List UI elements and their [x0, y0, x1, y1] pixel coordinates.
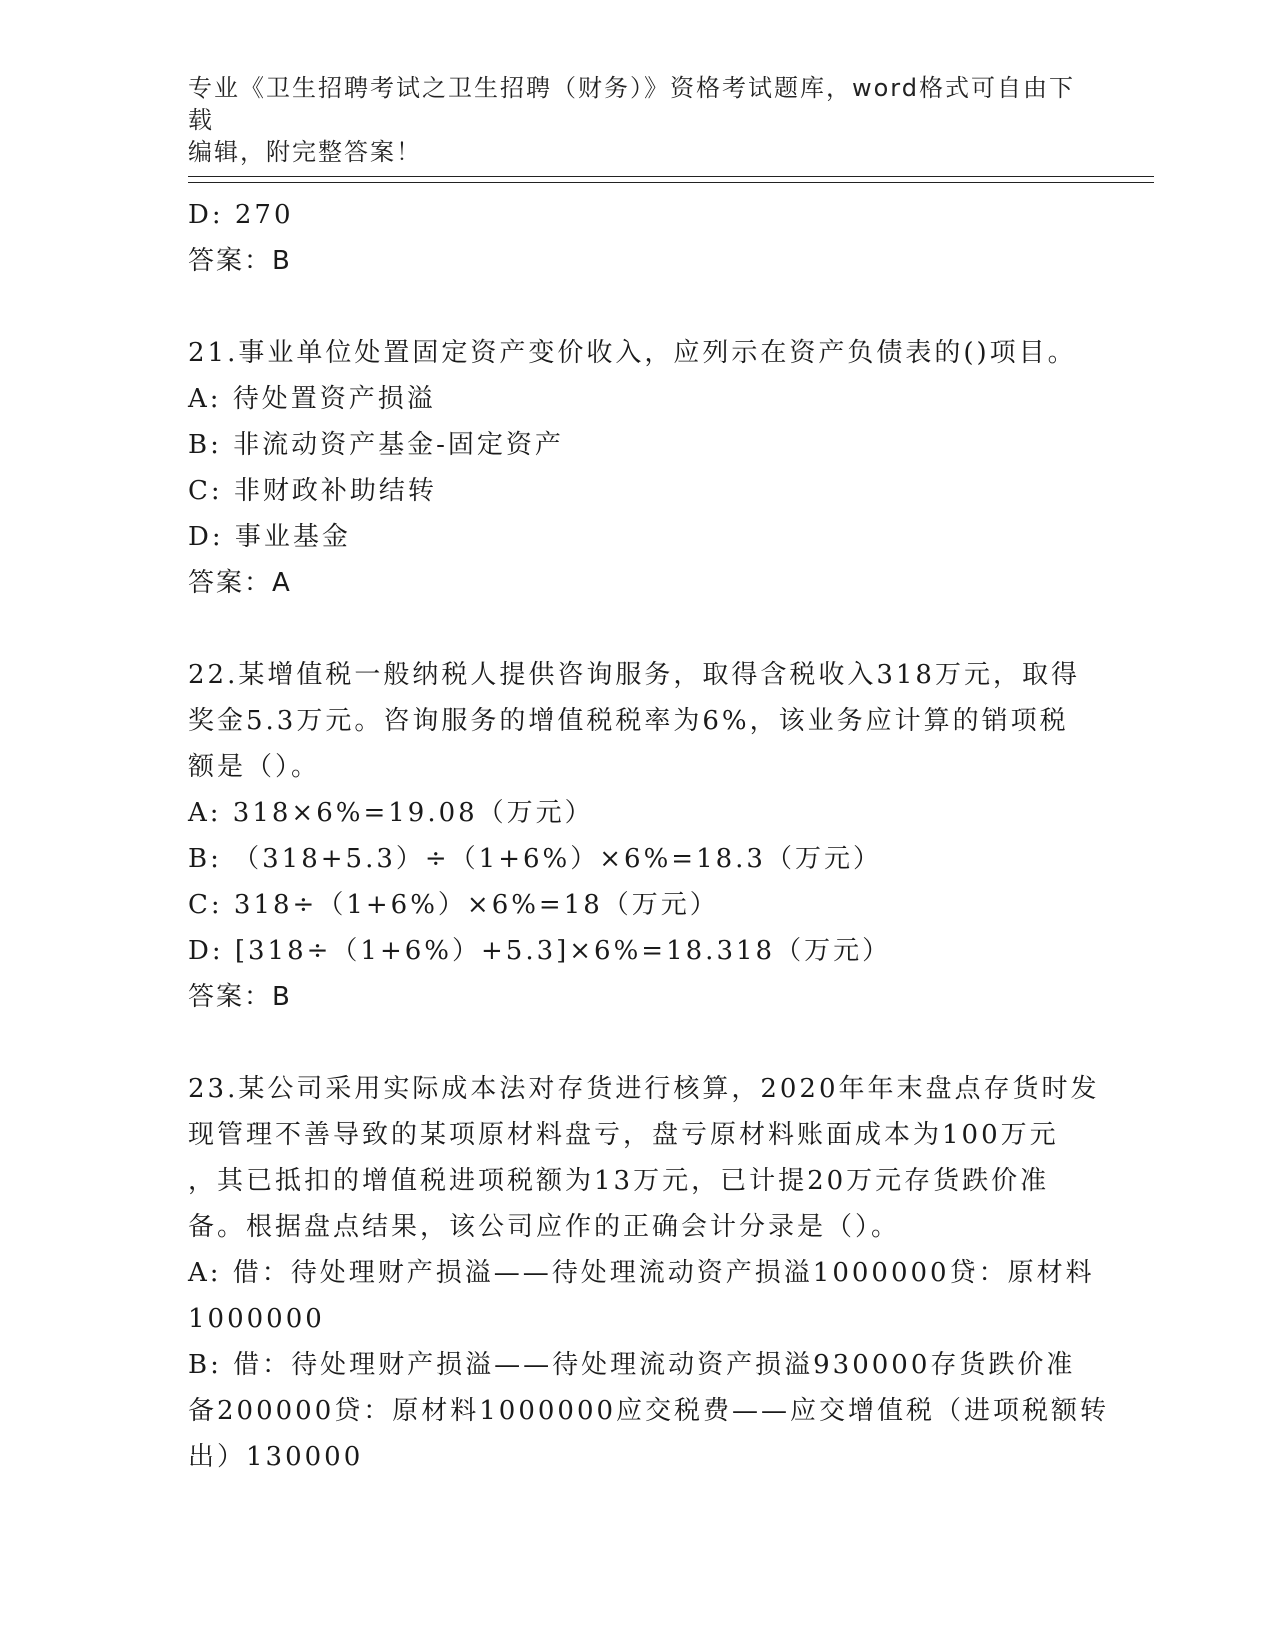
option-b: B: 借：待处理财产损溢——待处理流动资产损溢930000存货跌价准: [188, 1350, 1076, 1380]
question-text: 23.某公司采用实际成本法对存货进行核算，2020年年末盘点存货时发: [188, 1074, 1100, 1104]
option-a: A: 318×6%=19.08（万元）: [188, 798, 594, 828]
answer: 答案：A: [188, 568, 292, 598]
option-c: C: 318÷（1+6%）×6%=18（万元）: [188, 890, 719, 920]
question-22: [188, 652, 1088, 1020]
question-text: 奖金5.3万元。咨询服务的增值税税率为6%，该业务应计算的销项税: [188, 706, 1069, 736]
header-line-2: 编辑，附完整答案！: [188, 138, 422, 166]
spacer: [188, 284, 1088, 330]
option-a: A: 待处置资产损溢: [188, 384, 436, 414]
question-text: ，其已抵扣的增值税进项税额为13万元，已计提20万元存货跌价准: [188, 1166, 1050, 1196]
answer: 答案：B: [188, 982, 292, 1012]
question-content: [188, 192, 1110, 1480]
option-a-continued: 1000000: [188, 1304, 325, 1334]
prev-answer: 答案：B: [188, 246, 292, 276]
question-23: [188, 1066, 1110, 1480]
option-c: C: 非财政补助结转: [188, 476, 437, 506]
option-b-continued: 备200000贷：原材料1000000应交税费——应交增值税（进项税额转: [188, 1396, 1110, 1426]
question-text: 22.某增值税一般纳税人提供咨询服务，取得含税收入318万元，取得: [188, 660, 1080, 690]
header-divider-top: [188, 176, 1154, 177]
prev-option-d: D: 270: [188, 200, 294, 230]
spacer: [188, 606, 1088, 652]
spacer: [188, 1020, 1088, 1066]
document-header: [188, 72, 1088, 168]
option-b: B: （318+5.3）÷（1+6%）×6%=18.3（万元）: [188, 844, 882, 874]
header-line-1: 专业《卫生招聘考试之卫生招聘（财务）》资格考试题库，word格式可自由下载: [188, 74, 1075, 134]
question-text: 备。根据盘点结果，该公司应作的正确会计分录是（）。: [188, 1212, 901, 1242]
question-text: 额是（）。: [188, 752, 321, 782]
question-21: [188, 330, 1088, 606]
question-text: 21.事业单位处置固定资产变价收入，应列示在资产负债表的()项目。: [188, 338, 1077, 368]
header-divider-bottom: [188, 182, 1154, 183]
option-a: A: 借：待处理财产损溢——待处理流动资产损溢1000000贷：原材料: [188, 1258, 1095, 1288]
option-b: B: 非流动资产基金-固定资产: [188, 430, 564, 460]
option-d: D: 事业基金: [188, 522, 351, 552]
option-d: D: [318÷（1+6%）+5.3]×6%=18.318（万元）: [188, 936, 892, 966]
question-text: 现管理不善导致的某项原材料盘亏，盘亏原材料账面成本为100万元: [188, 1120, 1059, 1150]
option-b-continued: 出）130000: [188, 1442, 364, 1472]
